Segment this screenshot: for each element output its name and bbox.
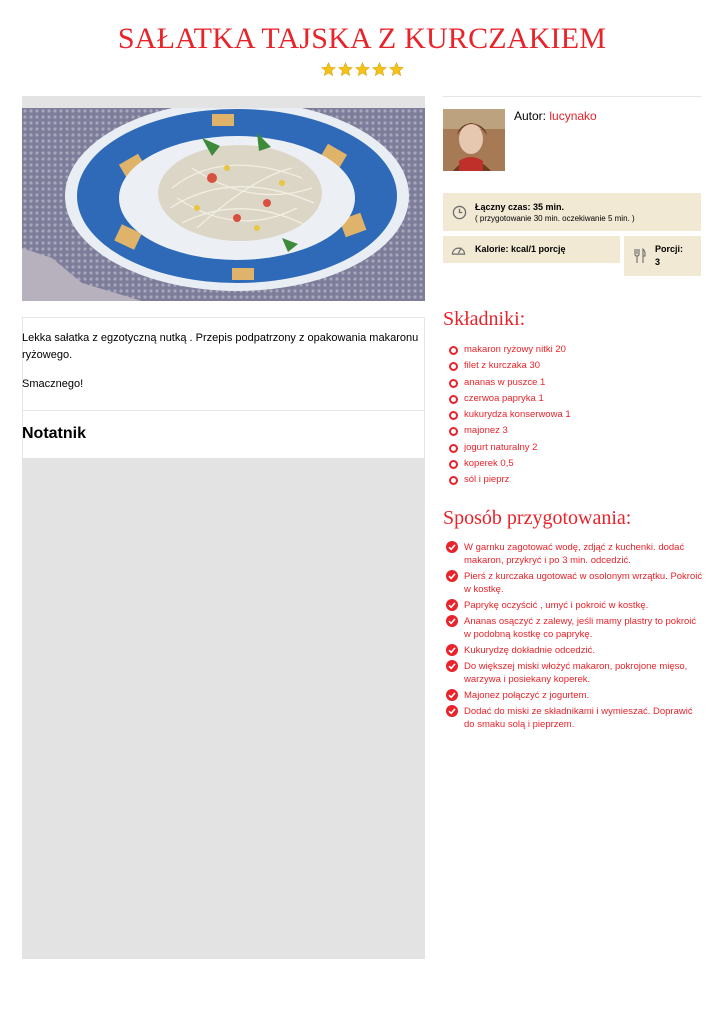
divider <box>22 96 425 108</box>
cutlery-icon <box>634 248 646 264</box>
check-icon <box>446 660 458 672</box>
notes-heading: Notatnik <box>22 425 86 442</box>
divider <box>22 317 425 318</box>
divider <box>424 318 425 458</box>
step-item <box>446 599 704 612</box>
bullet-icon <box>449 460 458 469</box>
ingredient-text: kukurydza konserwowa 1 <box>464 409 571 420</box>
bullet-icon <box>449 411 458 420</box>
ingredient-item <box>449 409 571 425</box>
total-time: Łączny czas: 35 min. <box>475 202 565 212</box>
recipe-photo <box>22 108 425 301</box>
portions-value: 3 <box>655 257 661 267</box>
ingredient-item <box>449 360 571 376</box>
ingredient-text: koperek 0,5 <box>464 457 514 469</box>
description-text: Lekka sałatka z egzotyczną nutką . Przepis podpatrzony z opakowania makaronu ryżowego. <box>22 332 419 361</box>
bullet-icon <box>449 476 458 485</box>
preparation-heading: Sposób przygotowania: <box>443 507 632 529</box>
clock-icon <box>452 205 467 220</box>
step-text: W garnku zagotować wodę, zdjąć z kuchenki. dodać makaron, przykryć i po 3 min. odcedzić. <box>464 542 685 566</box>
check-icon <box>446 570 458 582</box>
step-text: Kukurydzę dokładnie odcedzić. <box>464 645 595 656</box>
step-text: Majonez połączyć z jogurtem. <box>464 690 590 701</box>
ingredient-text: makaron ryżowy nitki 20 <box>464 344 566 355</box>
recipe-title: SAŁATKA TAJSKA Z KURCZAKIEM <box>117 22 607 55</box>
step-text: Pierś z kurczaka ugotować w osolonym wrzątku. Pokroić w kostkę. <box>464 571 703 595</box>
author-label: Autor: <box>514 109 547 123</box>
ingredient-text: jogurt naturalny 2 <box>464 441 538 453</box>
star-icon <box>372 62 387 77</box>
calories-box <box>443 236 620 263</box>
portions-box <box>624 236 701 276</box>
check-icon <box>446 615 458 627</box>
ingredient-item <box>449 344 571 360</box>
author-name-link[interactable]: lucynako <box>549 109 597 123</box>
ingredient-item <box>449 474 571 490</box>
step-item <box>446 660 704 686</box>
notes-area <box>22 458 425 959</box>
rating-stars <box>0 62 724 77</box>
ingredient-item <box>449 442 571 458</box>
step-item <box>446 705 704 731</box>
star-icon <box>389 62 404 77</box>
step-text: Do większej miski włożyć makaron, pokrojone mięso, warzywa i posiekany koperek. <box>464 661 688 685</box>
check-icon <box>446 689 458 701</box>
step-item <box>446 689 704 702</box>
scale-icon <box>451 243 466 256</box>
time-box <box>443 193 701 231</box>
bullet-icon <box>449 346 458 355</box>
ingredient-text: czerwoa papryka 1 <box>464 392 544 404</box>
time-detail: ( przygotowanie 30 min. oczekiwanie 5 min. ) <box>475 214 635 223</box>
calories-label: Kalorie: kcal/1 porcję <box>475 244 566 254</box>
portions-label: Porcji: <box>655 244 684 254</box>
recipe-description <box>22 330 422 364</box>
author-avatar <box>443 109 505 171</box>
ingredient-text: majonez 3 <box>464 425 508 437</box>
ingredients-list <box>449 344 571 490</box>
ingredient-item <box>449 377 571 393</box>
ingredient-text: filet z kurczaka 30 <box>464 360 541 372</box>
divider <box>22 410 425 411</box>
bullet-icon <box>449 427 458 436</box>
bullet-icon <box>449 395 458 404</box>
check-icon <box>446 541 458 553</box>
preparation-steps <box>446 541 704 734</box>
bullet-icon <box>449 444 458 453</box>
ingredient-item <box>449 393 571 409</box>
ingredient-text: ananas w puszce 1 <box>464 376 546 388</box>
author-line <box>514 109 597 123</box>
step-text: Paprykę oczyścić , umyć i pokroić w kostkę. <box>464 600 649 611</box>
closing-text: Smacznego! <box>22 378 84 390</box>
bullet-icon <box>449 362 458 371</box>
divider <box>443 96 701 97</box>
ingredient-text: sól i pieprz <box>464 474 510 485</box>
bullet-icon <box>449 379 458 388</box>
ingredient-item <box>449 458 571 474</box>
step-text: Dodać do miski ze składnikami i wymieszać. Doprawić do smaku solą i pieprzem. <box>464 706 693 730</box>
star-icon <box>338 62 353 77</box>
ingredients-heading: Składniki: <box>443 308 526 330</box>
star-icon <box>321 62 336 77</box>
step-item <box>446 644 704 657</box>
step-item <box>446 570 704 596</box>
check-icon <box>446 644 458 656</box>
check-icon <box>446 705 458 717</box>
step-item <box>446 615 704 641</box>
ingredient-item <box>449 425 571 441</box>
step-text: Ananas osączyć z zalewy, jeśli mamy plastry to pokroić w podobną kostkę co paprykę. <box>464 616 697 640</box>
check-icon <box>446 599 458 611</box>
star-icon <box>355 62 370 77</box>
step-item <box>446 541 704 567</box>
